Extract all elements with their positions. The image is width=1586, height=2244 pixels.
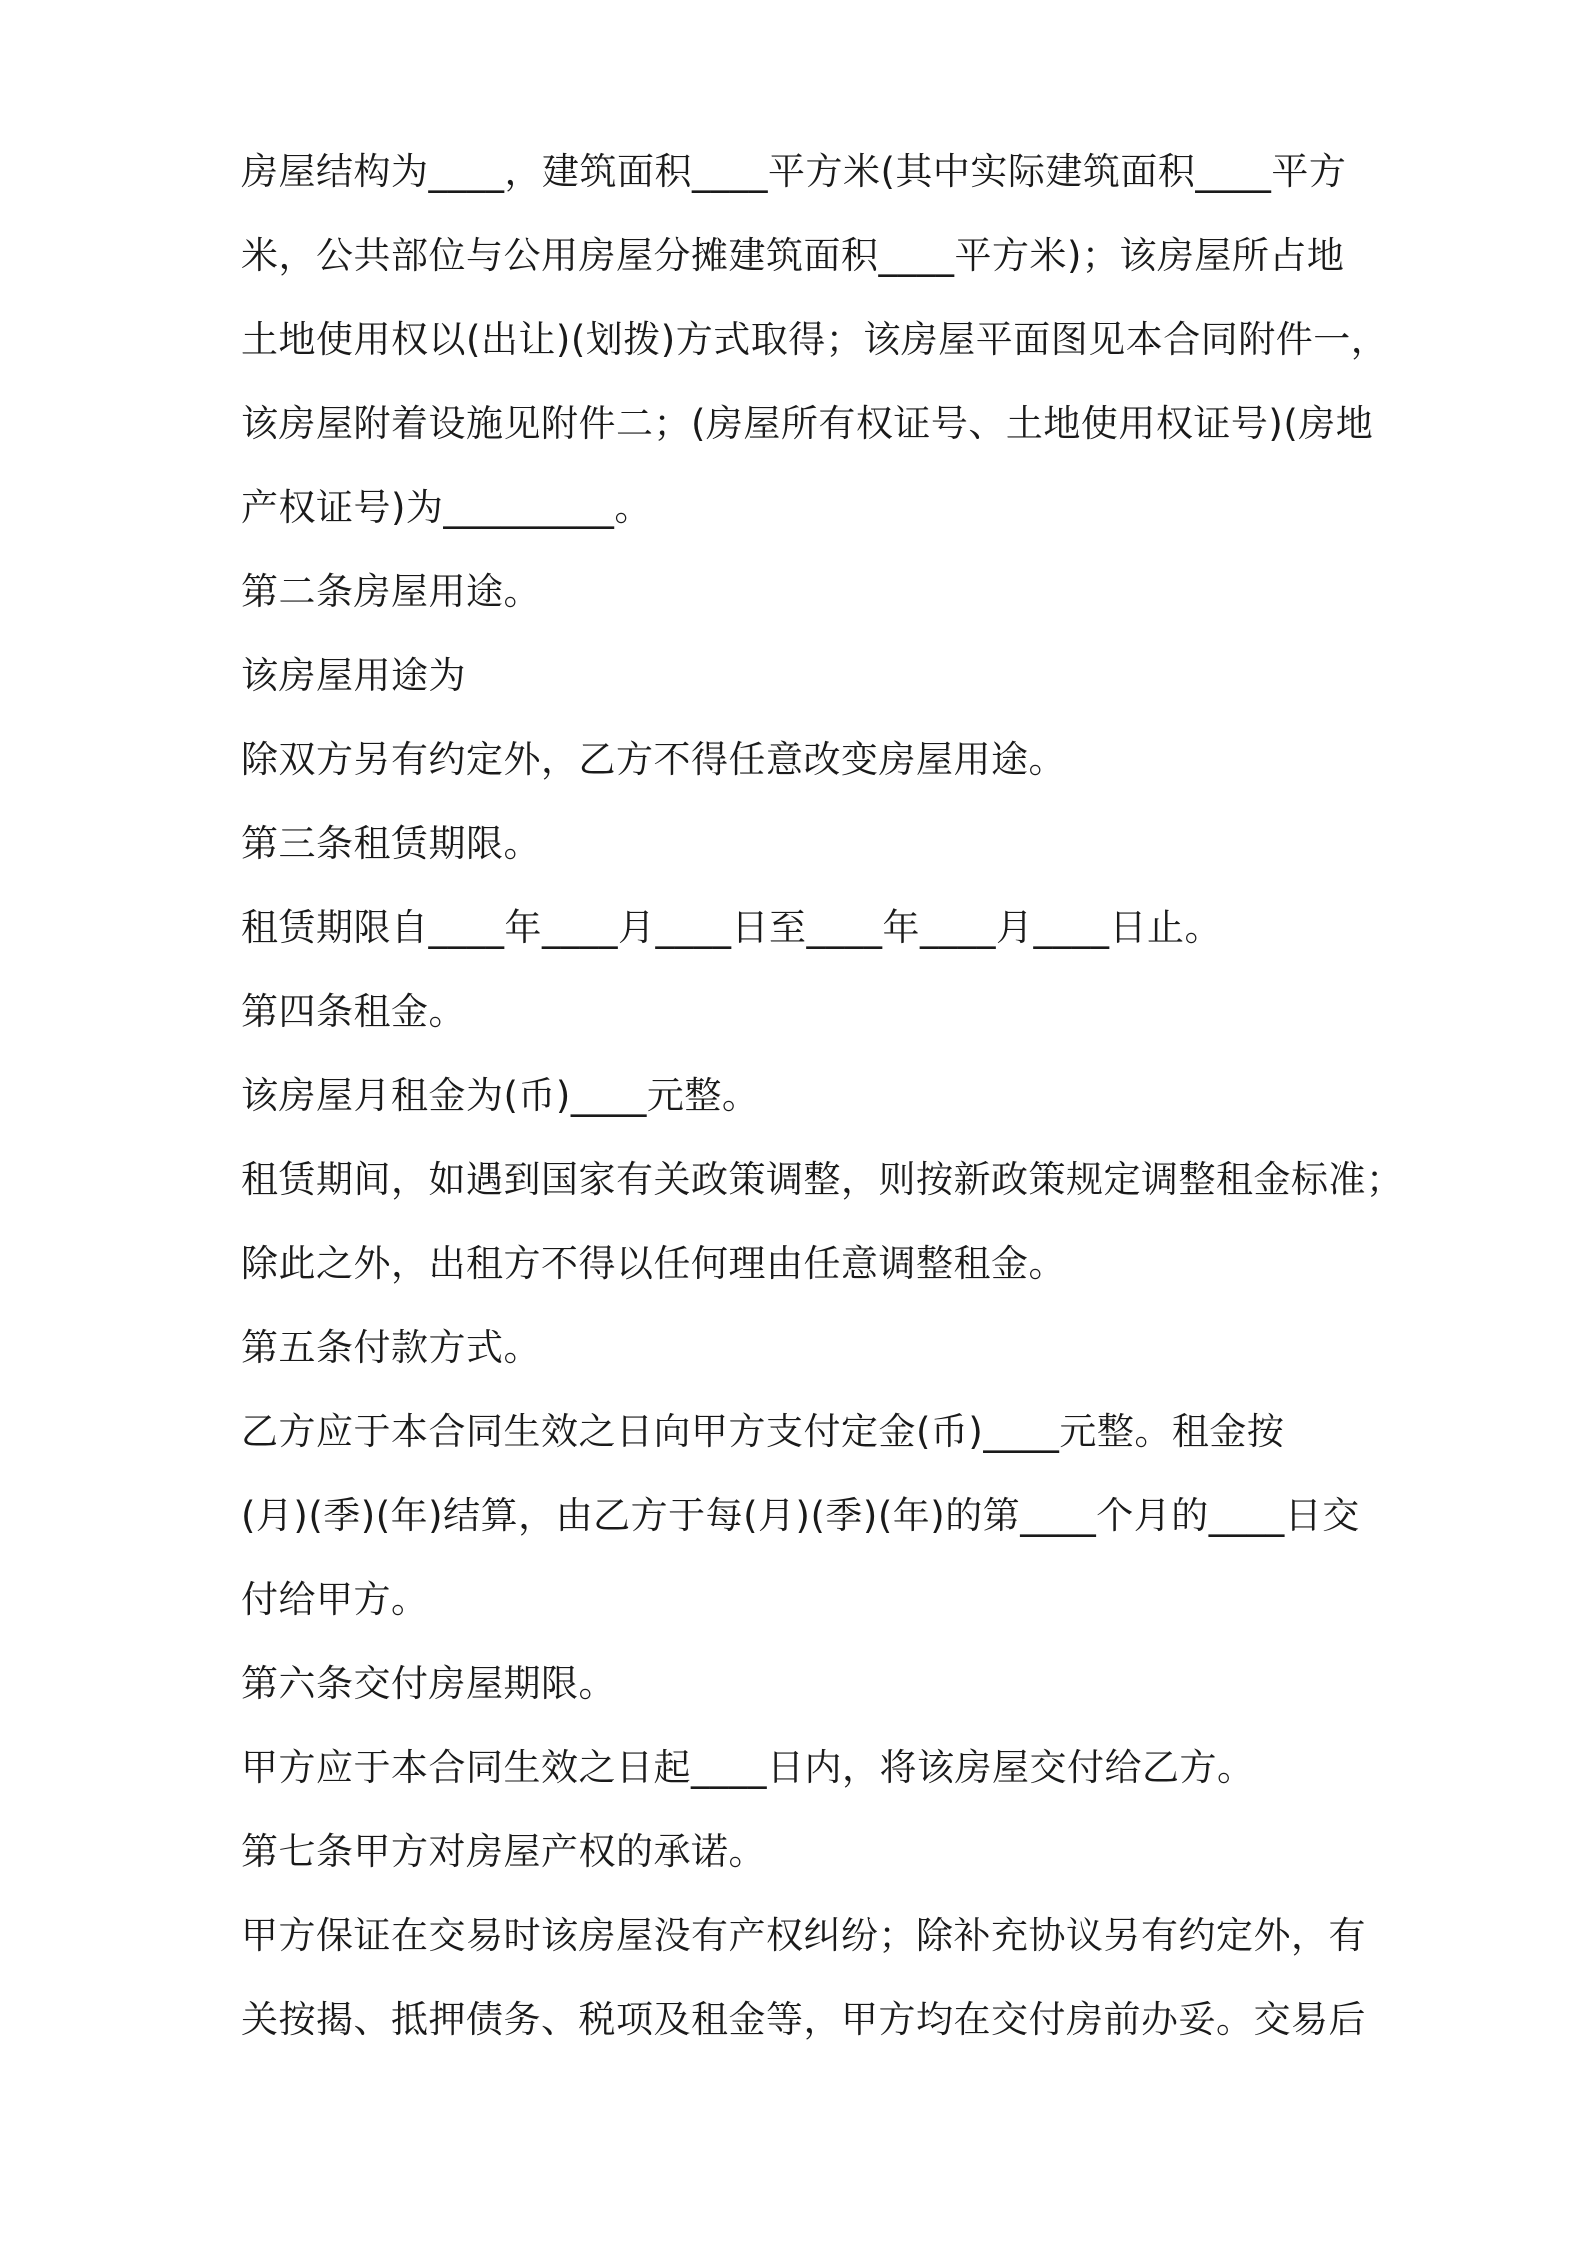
text-line: 甲方应于本合同生效之日起____日内，将该房屋交付给乙方。 [241, 1746, 1255, 1789]
section-heading-7: 第七条甲方对房屋产权的承诺。 [241, 1830, 766, 1873]
text-line: 甲方保证在交易时该房屋没有产权纠纷；除补充协议另有约定外，有 [241, 1914, 1366, 1957]
text-line: 土地使用权以(出让)(划拨)方式取得；该房屋平面图见本合同附件一， [241, 318, 1389, 361]
document-body [241, 130, 1404, 2062]
text-line: 付给甲方。 [241, 1578, 429, 1621]
section-heading-2: 第二条房屋用途。 [241, 570, 541, 613]
section-heading-3: 第三条租赁期限。 [241, 822, 541, 865]
section-heading-4: 第四条租金。 [241, 990, 466, 1033]
text-line: 产权证号)为_________。 [241, 486, 652, 529]
section-heading-6: 第六条交付房屋期限。 [241, 1662, 616, 1705]
text-line: 该房屋附着设施见附件二；(房屋所有权证号、土地使用权证号)(房地 [241, 402, 1374, 445]
text-line: 房屋结构为____，建筑面积____平方米(其中实际建筑面积____平方 [241, 150, 1347, 193]
text-line: 米，公共部位与公用房屋分摊建筑面积____平方米)；该房屋所占地 [241, 234, 1345, 277]
text-line: 乙方应于本合同生效之日向甲方支付定金(币)____元整。租金按 [241, 1410, 1285, 1453]
text-line: 关按揭、抵押债务、税项及租金等，甲方均在交付房前办妥。交易后 [241, 1998, 1366, 2041]
text-line: (月)(季)(年)结算，由乙方于每(月)(季)(年)的第____个月的____日交 [241, 1494, 1360, 1537]
text-line: 除此之外，出租方不得以任何理由任意调整租金。 [241, 1242, 1066, 1285]
text-line: 该房屋用途为 [241, 654, 466, 697]
text-line: 该房屋月租金为(币)____元整。 [241, 1074, 760, 1117]
text-line: 除双方另有约定外，乙方不得任意改变房屋用途。 [241, 738, 1066, 781]
text-line: 租赁期限自____年____月____日至____年____月____日止。 [241, 906, 1222, 949]
section-heading-5: 第五条付款方式。 [241, 1326, 541, 1369]
text-line: 租赁期间，如遇到国家有关政策调整，则按新政策规定调整租金标准； [241, 1158, 1404, 1201]
